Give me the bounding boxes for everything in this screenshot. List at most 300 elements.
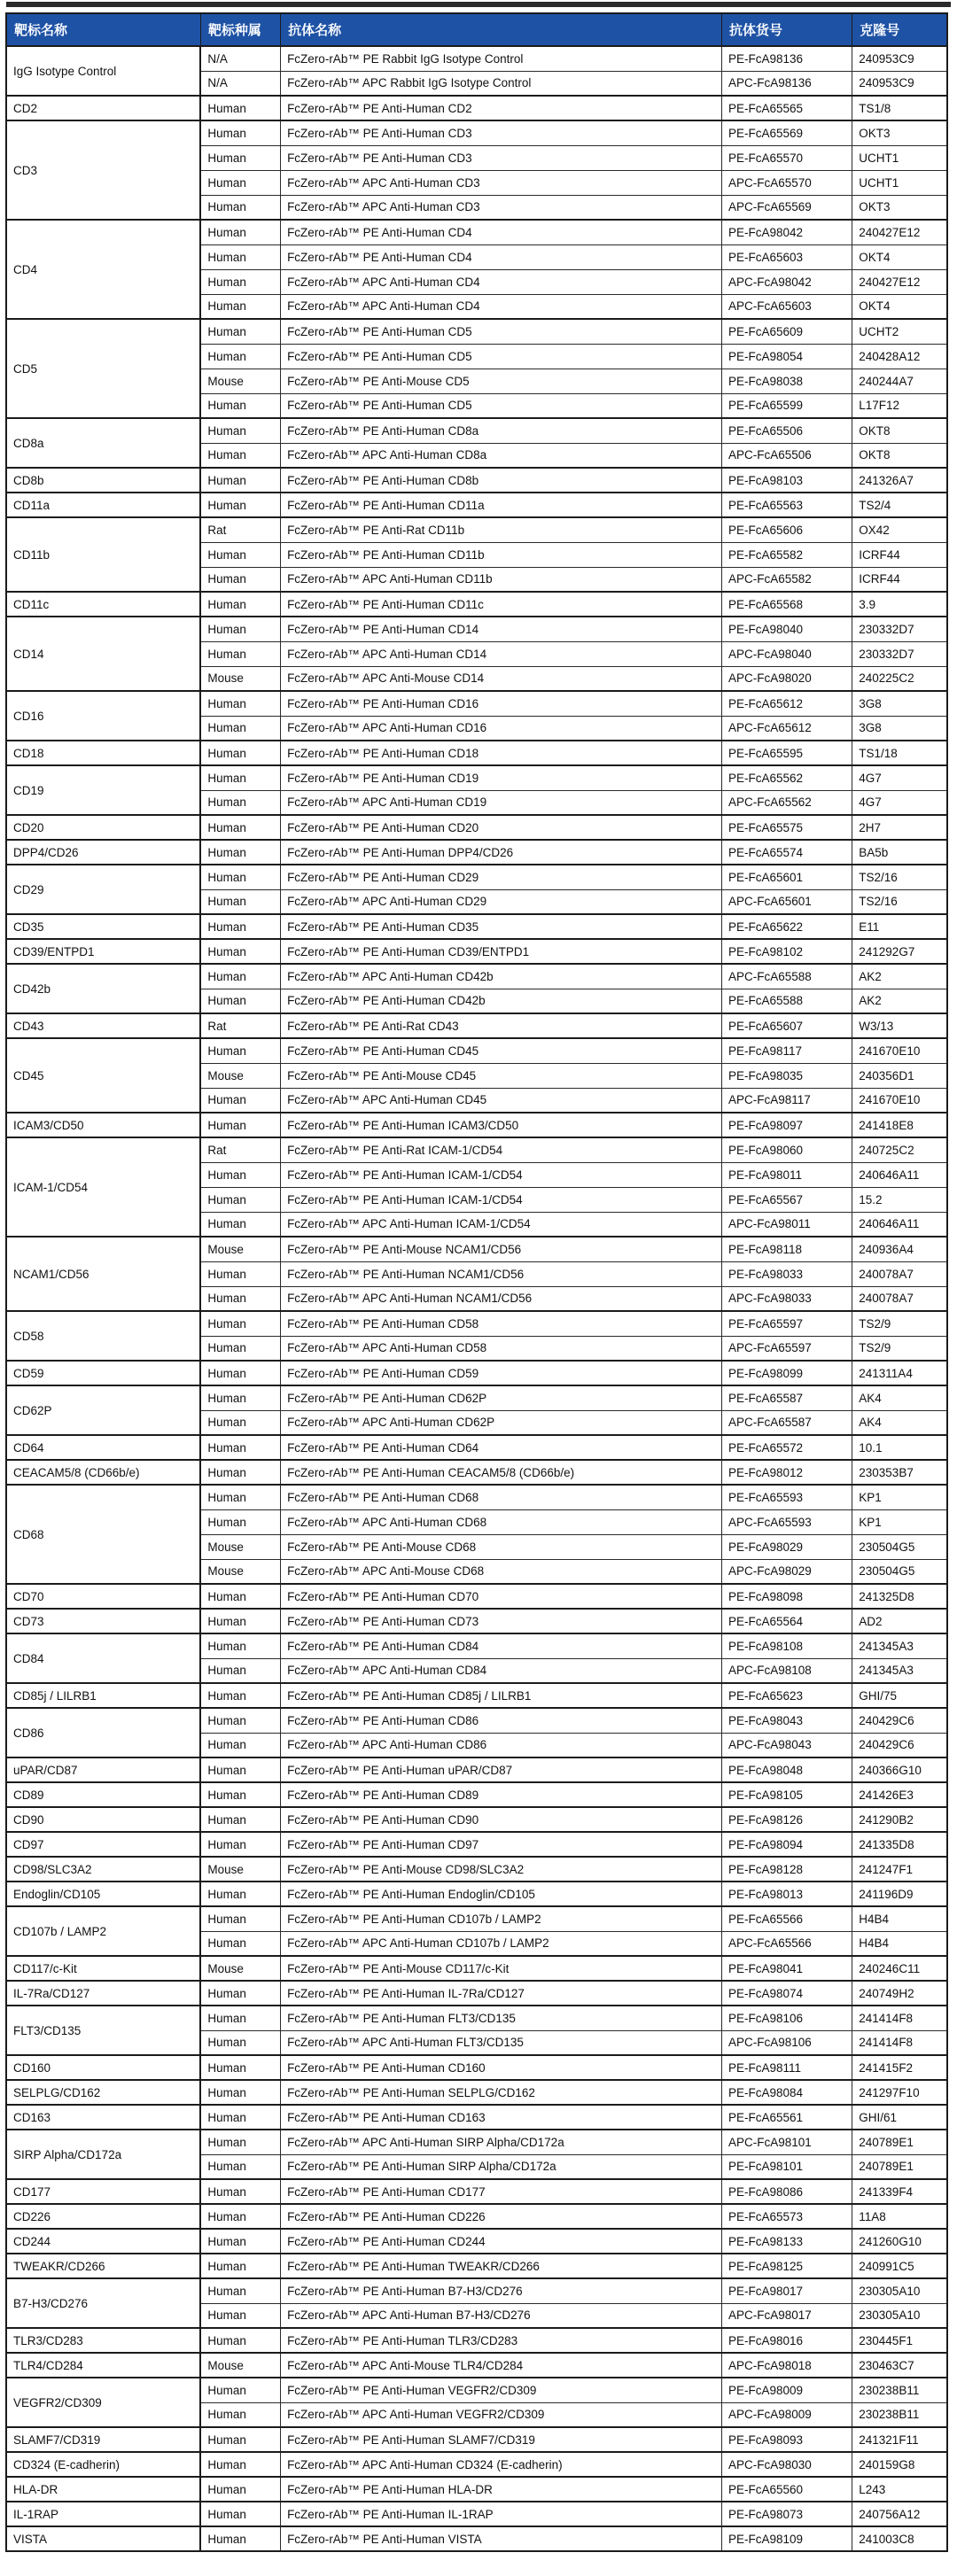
species-cell: Human (200, 716, 280, 741)
antibody-cell: FcZero-rAb™ PE Anti-Human CD86 (281, 1708, 722, 1733)
clone-cell: GHI/61 (852, 2105, 947, 2130)
antibody-cell: FcZero-rAb™ APC Anti-Human CD62P (281, 1410, 722, 1435)
table-row (6, 765, 947, 790)
antibody-cell: FcZero-rAb™ PE Anti-Human CD16 (281, 691, 722, 716)
table-row (6, 1361, 947, 1385)
catalog-cell: PE-FcA98108 (722, 1633, 852, 1658)
table-row (6, 2204, 947, 2229)
species-cell: Human (200, 1782, 280, 1807)
species-cell: Human (200, 1212, 280, 1237)
catalog-cell: PE-FcA98133 (722, 2229, 852, 2254)
clone-cell: 241414F8 (852, 2006, 947, 2030)
target-name-cell: CD86 (6, 1708, 200, 1757)
clone-cell: 240244A7 (852, 369, 947, 393)
table-row (6, 517, 947, 542)
table-row (6, 592, 947, 617)
catalog-cell: PE-FcA98103 (722, 468, 852, 493)
species-cell: Human (200, 195, 280, 220)
catalog-cell: APC-FcA98136 (722, 71, 852, 96)
header-antibody-name: 抗体名称 (281, 13, 722, 46)
catalog-cell: PE-FcA98086 (722, 2179, 852, 2204)
clone-cell: KP1 (852, 1485, 947, 1509)
antibody-cell: FcZero-rAb™ PE Anti-Human CD5 (281, 393, 722, 418)
clone-cell: 241325D8 (852, 1584, 947, 1609)
antibody-cell: FcZero-rAb™ PE Anti-Rat CD43 (281, 1013, 722, 1038)
clone-cell: 241260G10 (852, 2229, 947, 2254)
antibody-cell: FcZero-rAb™ PE Anti-Human CD160 (281, 2055, 722, 2080)
species-cell: Human (200, 170, 280, 195)
species-cell: Human (200, 2254, 280, 2278)
target-name-cell: CD39/ENTPD1 (6, 939, 200, 964)
clone-cell: 241321F11 (852, 2427, 947, 2452)
catalog-cell: PE-FcA98074 (722, 1981, 852, 2006)
antibody-cell: FcZero-rAb™ PE Anti-Human ICAM-1/CD54 (281, 1187, 722, 1212)
target-name-cell: CD3 (6, 120, 200, 220)
target-name-cell: DPP4/CD26 (6, 840, 200, 865)
catalog-cell: APC-FcA65506 (722, 443, 852, 468)
clone-cell: AD2 (852, 1609, 947, 1633)
species-cell: Mouse (200, 369, 280, 393)
species-cell: Human (200, 443, 280, 468)
antibody-cell: FcZero-rAb™ PE Anti-Human CD163 (281, 2105, 722, 2130)
species-cell: Human (200, 2278, 280, 2303)
clone-cell: 3G8 (852, 716, 947, 741)
species-cell: Mouse (200, 1237, 280, 1261)
catalog-cell: PE-FcA65597 (722, 1311, 852, 1336)
species-cell: Human (200, 1509, 280, 1534)
clone-cell: 230504G5 (852, 1534, 947, 1559)
clone-cell: 240646A11 (852, 1162, 947, 1187)
clone-cell: TS1/8 (852, 96, 947, 120)
clone-cell: 241670E10 (852, 1088, 947, 1113)
target-name-cell: VEGFR2/CD309 (6, 2378, 200, 2427)
species-cell: Human (200, 617, 280, 641)
catalog-cell: APC-FcA65601 (722, 889, 852, 914)
target-name-cell: CD18 (6, 741, 200, 765)
catalog-cell: PE-FcA98125 (722, 2254, 852, 2278)
species-cell: Human (200, 1609, 280, 1633)
clone-cell: 230353B7 (852, 1460, 947, 1485)
clone-cell: 240953C9 (852, 46, 947, 71)
species-cell: Human (200, 765, 280, 790)
table-row (6, 2452, 947, 2477)
clone-cell: 240749H2 (852, 1981, 947, 2006)
clone-cell: H4B4 (852, 1931, 947, 1956)
table-row (6, 1385, 947, 1410)
target-name-cell: CEACAM5/8 (CD66b/e) (6, 1460, 200, 1485)
clone-cell: 230238B11 (852, 2378, 947, 2402)
clone-cell: TS2/16 (852, 865, 947, 889)
clone-cell: 230332D7 (852, 617, 947, 641)
target-name-cell: CD62P (6, 1385, 200, 1435)
table-row (6, 2502, 947, 2526)
species-cell: Human (200, 1311, 280, 1336)
catalog-cell: PE-FcA98017 (722, 2278, 852, 2303)
table-row (6, 1435, 947, 1460)
antibody-cell: FcZero-rAb™ APC Anti-Human CD68 (281, 1509, 722, 1534)
species-cell: Human (200, 1410, 280, 1435)
table-row (6, 1633, 947, 1658)
clone-cell: 240356D1 (852, 1063, 947, 1088)
catalog-cell: PE-FcA65601 (722, 865, 852, 889)
catalog-cell: PE-FcA65588 (722, 989, 852, 1013)
species-cell: Human (200, 1683, 280, 1708)
species-cell: Human (200, 939, 280, 964)
target-name-cell: HLA-DR (6, 2477, 200, 2502)
table-row (6, 2130, 947, 2154)
antibody-cell: FcZero-rAb™ APC Anti-Human CD16 (281, 716, 722, 741)
table-row (6, 2080, 947, 2105)
antibody-cell: FcZero-rAb™ APC Anti-Human CD3 (281, 170, 722, 195)
target-name-cell: CD35 (6, 914, 200, 939)
catalog-cell: PE-FcA65582 (722, 542, 852, 567)
antibody-cell: FcZero-rAb™ APC Anti-Human CD4 (281, 269, 722, 294)
target-name-cell: CD29 (6, 865, 200, 914)
catalog-cell: PE-FcA98043 (722, 1708, 852, 1733)
species-cell: Mouse (200, 1956, 280, 1981)
table-row (6, 1782, 947, 1807)
catalog-cell: PE-FcA98136 (722, 46, 852, 71)
antibody-cell: FcZero-rAb™ PE Anti-Human Endoglin/CD105 (281, 1882, 722, 1906)
antibody-cell: FcZero-rAb™ APC Anti-Human ICAM-1/CD54 (281, 1212, 722, 1237)
antibody-cell: FcZero-rAb™ APC Rabbit IgG Isotype Control (281, 71, 722, 96)
clone-cell: 241247F1 (852, 1857, 947, 1882)
clone-cell: 230445F1 (852, 2328, 947, 2353)
target-name-cell: IL-7Ra/CD127 (6, 1981, 200, 2006)
clone-cell: 4G7 (852, 790, 947, 815)
target-name-cell: CD177 (6, 2179, 200, 2204)
catalog-cell: PE-FcA65566 (722, 1906, 852, 1931)
antibody-cell: FcZero-rAb™ PE Rabbit IgG Isotype Control (281, 46, 722, 71)
species-cell: Human (200, 2105, 280, 2130)
clone-cell: 241418E8 (852, 1113, 947, 1137)
clone-cell: 241426E3 (852, 1782, 947, 1807)
antibody-cell: FcZero-rAb™ PE Anti-Human DPP4/CD26 (281, 840, 722, 865)
species-cell: N/A (200, 71, 280, 96)
catalog-cell: PE-FcA98128 (722, 1857, 852, 1882)
clone-cell: 240646A11 (852, 1212, 947, 1237)
catalog-cell: PE-FcA65609 (722, 319, 852, 344)
antibody-cell: FcZero-rAb™ PE Anti-Human CD8b (281, 468, 722, 493)
target-name-cell: CD107b / LAMP2 (6, 1906, 200, 1956)
table-row (6, 2254, 947, 2278)
clone-cell: TS1/18 (852, 741, 947, 765)
species-cell: Human (200, 2080, 280, 2105)
catalog-cell: PE-FcA65603 (722, 244, 852, 269)
catalog-cell: PE-FcA98097 (722, 1113, 852, 1137)
catalog-cell: PE-FcA65606 (722, 517, 852, 542)
clone-cell: 240078A7 (852, 1286, 947, 1311)
header-clone-number: 克隆号 (852, 13, 947, 46)
species-cell: Human (200, 1906, 280, 1931)
species-cell: Human (200, 2402, 280, 2427)
table-row (6, 46, 947, 71)
species-cell: Human (200, 641, 280, 666)
clone-cell: BA5b (852, 840, 947, 865)
species-cell: Human (200, 1038, 280, 1063)
catalog-cell: PE-FcA98111 (722, 2055, 852, 2080)
target-name-cell: CD73 (6, 1609, 200, 1633)
antibody-cell: FcZero-rAb™ APC Anti-Human CD3 (281, 195, 722, 220)
clone-cell: 240789E1 (852, 2154, 947, 2179)
antibody-cell: FcZero-rAb™ PE Anti-Human IL-1RAP (281, 2502, 722, 2526)
table-row (6, 2278, 947, 2303)
table-row (6, 1807, 947, 1832)
clone-cell: GHI/75 (852, 1683, 947, 1708)
catalog-cell: PE-FcA65595 (722, 741, 852, 765)
catalog-cell: APC-FcA65570 (722, 170, 852, 195)
target-name-cell: ICAM3/CD50 (6, 1113, 200, 1137)
catalog-cell: APC-FcA98020 (722, 666, 852, 691)
catalog-cell: PE-FcA65564 (722, 1609, 852, 1633)
species-cell: Human (200, 1807, 280, 1832)
species-cell: Human (200, 2427, 280, 2452)
catalog-cell: PE-FcA98011 (722, 1162, 852, 1187)
catalog-cell: PE-FcA98038 (722, 369, 852, 393)
antibody-cell: FcZero-rAb™ PE Anti-Mouse CD117/c-Kit (281, 1956, 722, 1981)
clone-cell: AK4 (852, 1410, 947, 1435)
catalog-cell: PE-FcA98042 (722, 220, 852, 244)
table-row (6, 939, 947, 964)
catalog-cell: PE-FcA98016 (722, 2328, 852, 2353)
table-header (6, 13, 947, 46)
antibody-cell: FcZero-rAb™ PE Anti-Human CD5 (281, 319, 722, 344)
species-cell: Human (200, 269, 280, 294)
catalog-cell: APC-FcA65566 (722, 1931, 852, 1956)
catalog-cell: APC-FcA98043 (722, 1733, 852, 1757)
target-name-cell: CD324 (E-cadherin) (6, 2452, 200, 2477)
table-row (6, 2378, 947, 2402)
catalog-cell: APC-FcA65593 (722, 1509, 852, 1534)
antibody-cell: FcZero-rAb™ PE Anti-Human CD11c (281, 592, 722, 617)
species-cell: Human (200, 914, 280, 939)
antibody-cell: FcZero-rAb™ PE Anti-Human CD226 (281, 2204, 722, 2229)
top-crop-divider (6, 2, 951, 7)
species-cell: Human (200, 2328, 280, 2353)
target-name-cell: CD42b (6, 964, 200, 1013)
clone-cell: OX42 (852, 517, 947, 542)
table-row (6, 840, 947, 865)
table-row (6, 741, 947, 765)
species-cell: Human (200, 1261, 280, 1286)
antibody-cell: FcZero-rAb™ PE Anti-Mouse CD45 (281, 1063, 722, 1088)
catalog-cell: APC-FcA98009 (722, 2402, 852, 2427)
target-name-cell: CD11b (6, 517, 200, 592)
target-name-cell: CD117/c-Kit (6, 1956, 200, 1981)
antibody-cell: FcZero-rAb™ PE Anti-Human B7-H3/CD276 (281, 2278, 722, 2303)
antibody-cell: FcZero-rAb™ PE Anti-Human CD11a (281, 493, 722, 517)
target-name-cell: CD2 (6, 96, 200, 120)
clone-cell: 240953C9 (852, 71, 947, 96)
catalog-cell: PE-FcA65569 (722, 120, 852, 145)
antibody-cell: FcZero-rAb™ PE Anti-Human SELPLG/CD162 (281, 2080, 722, 2105)
table-row (6, 493, 947, 517)
target-name-cell: TLR4/CD284 (6, 2353, 200, 2378)
species-cell: Human (200, 120, 280, 145)
species-cell: Mouse (200, 1857, 280, 1882)
species-cell: Human (200, 344, 280, 369)
target-name-cell: CD20 (6, 815, 200, 840)
species-cell: Human (200, 2154, 280, 2179)
header-target-name: 靶标名称 (6, 13, 200, 46)
table-body (6, 46, 947, 2551)
catalog-cell: APC-FcA65582 (722, 567, 852, 592)
catalog-cell: APC-FcA98117 (722, 1088, 852, 1113)
species-cell: Human (200, 889, 280, 914)
clone-cell: 240159G8 (852, 2452, 947, 2477)
species-cell: Human (200, 1113, 280, 1137)
catalog-cell: PE-FcA65560 (722, 2477, 852, 2502)
species-cell: Human (200, 1882, 280, 1906)
catalog-cell: PE-FcA98035 (722, 1063, 852, 1088)
clone-cell: 230238B11 (852, 2402, 947, 2427)
catalog-cell: APC-FcA98018 (722, 2353, 852, 2378)
table-row (6, 815, 947, 840)
clone-cell: KP1 (852, 1509, 947, 1534)
table-row (6, 914, 947, 939)
clone-cell: 241345A3 (852, 1658, 947, 1683)
catalog-cell: PE-FcA65570 (722, 145, 852, 170)
clone-cell: 15.2 (852, 1187, 947, 1212)
catalog-cell: PE-FcA98101 (722, 2154, 852, 2179)
target-name-cell: CD8b (6, 468, 200, 493)
table-row (6, 1956, 947, 1981)
species-cell: Human (200, 1435, 280, 1460)
antibody-cell: FcZero-rAb™ PE Anti-Human NCAM1/CD56 (281, 1261, 722, 1286)
table-row (6, 120, 947, 145)
catalog-cell: PE-FcA65612 (722, 691, 852, 716)
antibody-cell: FcZero-rAb™ PE Anti-Human CD2 (281, 96, 722, 120)
species-cell: Human (200, 1286, 280, 1311)
table-row (6, 1311, 947, 1336)
species-cell: Human (200, 493, 280, 517)
table-row (6, 1137, 947, 1162)
clone-cell: 241311A4 (852, 1361, 947, 1385)
antibody-cell: FcZero-rAb™ APC Anti-Human FLT3/CD135 (281, 2030, 722, 2055)
header-target-species: 靶标种属 (200, 13, 280, 46)
clone-cell: 241345A3 (852, 1633, 947, 1658)
antibody-cell: FcZero-rAb™ PE Anti-Human HLA-DR (281, 2477, 722, 2502)
table-row (6, 1038, 947, 1063)
target-name-cell: CD226 (6, 2204, 200, 2229)
clone-cell: TS2/9 (852, 1336, 947, 1361)
clone-cell: 230504G5 (852, 1559, 947, 1584)
catalog-cell: PE-FcA98041 (722, 1956, 852, 1981)
clone-cell: 241297F10 (852, 2080, 947, 2105)
antibody-cell: FcZero-rAb™ PE Anti-Human CD177 (281, 2179, 722, 2204)
target-name-cell: CD5 (6, 319, 200, 418)
clone-cell: 240789E1 (852, 2130, 947, 2154)
species-cell: Human (200, 1361, 280, 1385)
species-cell: Human (200, 2526, 280, 2551)
catalog-cell: PE-FcA65568 (722, 592, 852, 617)
catalog-cell: PE-FcA65562 (722, 765, 852, 790)
species-cell: Human (200, 1385, 280, 1410)
antibody-cell: FcZero-rAb™ APC Anti-Mouse TLR4/CD284 (281, 2353, 722, 2378)
species-cell: Human (200, 1336, 280, 1361)
table-row (6, 1832, 947, 1857)
antibody-cell: FcZero-rAb™ APC Anti-Human CD324 (E-cadherin) (281, 2452, 722, 2477)
catalog-cell: PE-FcA65574 (722, 840, 852, 865)
table-row (6, 1857, 947, 1882)
clone-cell: 240225C2 (852, 666, 947, 691)
clone-cell: 240078A7 (852, 1261, 947, 1286)
catalog-cell: PE-FcA98118 (722, 1237, 852, 1261)
catalog-cell: PE-FcA65506 (722, 418, 852, 443)
catalog-cell: PE-FcA98117 (722, 1038, 852, 1063)
antibody-cell: FcZero-rAb™ APC Anti-Human CD19 (281, 790, 722, 815)
table-row (6, 2328, 947, 2353)
species-cell: Human (200, 319, 280, 344)
antibody-cell: FcZero-rAb™ PE Anti-Human CEACAM5/8 (CD66b/e) (281, 1460, 722, 1485)
species-cell: Mouse (200, 1534, 280, 1559)
catalog-cell: PE-FcA98033 (722, 1261, 852, 1286)
table-row (6, 2353, 947, 2378)
species-cell: Human (200, 741, 280, 765)
clone-cell: 241335D8 (852, 1832, 947, 1857)
catalog-cell: PE-FcA65573 (722, 2204, 852, 2229)
species-cell: Human (200, 2452, 280, 2477)
catalog-cell: APC-FcA98101 (722, 2130, 852, 2154)
clone-cell: H4B4 (852, 1906, 947, 1931)
target-name-cell: CD11a (6, 493, 200, 517)
species-cell: Human (200, 2378, 280, 2402)
species-cell: Human (200, 865, 280, 889)
species-cell: Human (200, 2229, 280, 2254)
antibody-cell: FcZero-rAb™ PE Anti-Human CD97 (281, 1832, 722, 1857)
target-name-cell: TWEAKR/CD266 (6, 2254, 200, 2278)
catalog-cell: APC-FcA65597 (722, 1336, 852, 1361)
clone-cell: UCHT1 (852, 170, 947, 195)
table-row (6, 1460, 947, 1485)
clone-cell: 240427E12 (852, 269, 947, 294)
clone-cell: 230305A10 (852, 2303, 947, 2328)
clone-cell: 4G7 (852, 765, 947, 790)
target-name-cell: CD244 (6, 2229, 200, 2254)
species-cell: Rat (200, 1013, 280, 1038)
species-cell: Human (200, 2055, 280, 2080)
catalog-cell: PE-FcA98099 (722, 1361, 852, 1385)
header-catalog-number: 抗体货号 (722, 13, 852, 46)
catalog-cell: PE-FcA65593 (722, 1485, 852, 1509)
catalog-cell: APC-FcA98017 (722, 2303, 852, 2328)
species-cell: Human (200, 294, 280, 319)
antibody-cell: FcZero-rAb™ PE Anti-Human CD62P (281, 1385, 722, 1410)
catalog-cell: PE-FcA98106 (722, 2006, 852, 2030)
antibody-cell: FcZero-rAb™ APC Anti-Human CD14 (281, 641, 722, 666)
catalog-cell: PE-FcA65599 (722, 393, 852, 418)
antibody-cell: FcZero-rAb™ PE Anti-Human CD244 (281, 2229, 722, 2254)
clone-cell: 240936A4 (852, 1237, 947, 1261)
clone-cell: 241003C8 (852, 2526, 947, 2551)
species-cell: Human (200, 1757, 280, 1782)
antibody-cell: FcZero-rAb™ PE Anti-Human CD59 (281, 1361, 722, 1385)
antibody-cell: FcZero-rAb™ PE Anti-Human CD64 (281, 1435, 722, 1460)
antibody-cell: FcZero-rAb™ PE Anti-Human CD73 (281, 1609, 722, 1633)
table-row (6, 1757, 947, 1782)
clone-cell: 241339F4 (852, 2179, 947, 2204)
antibody-cell: FcZero-rAb™ PE Anti-Human CD8a (281, 418, 722, 443)
target-name-cell: NCAM1/CD56 (6, 1237, 200, 1311)
species-cell: Human (200, 2477, 280, 2502)
antibody-cell: FcZero-rAb™ APC Anti-Human CD58 (281, 1336, 722, 1361)
clone-cell: UCHT1 (852, 145, 947, 170)
catalog-cell: APC-FcA98040 (722, 641, 852, 666)
target-name-cell: CD70 (6, 1584, 200, 1609)
table-row (6, 1906, 947, 1931)
catalog-cell: PE-FcA98012 (722, 1460, 852, 1485)
catalog-cell: APC-FcA65612 (722, 716, 852, 741)
